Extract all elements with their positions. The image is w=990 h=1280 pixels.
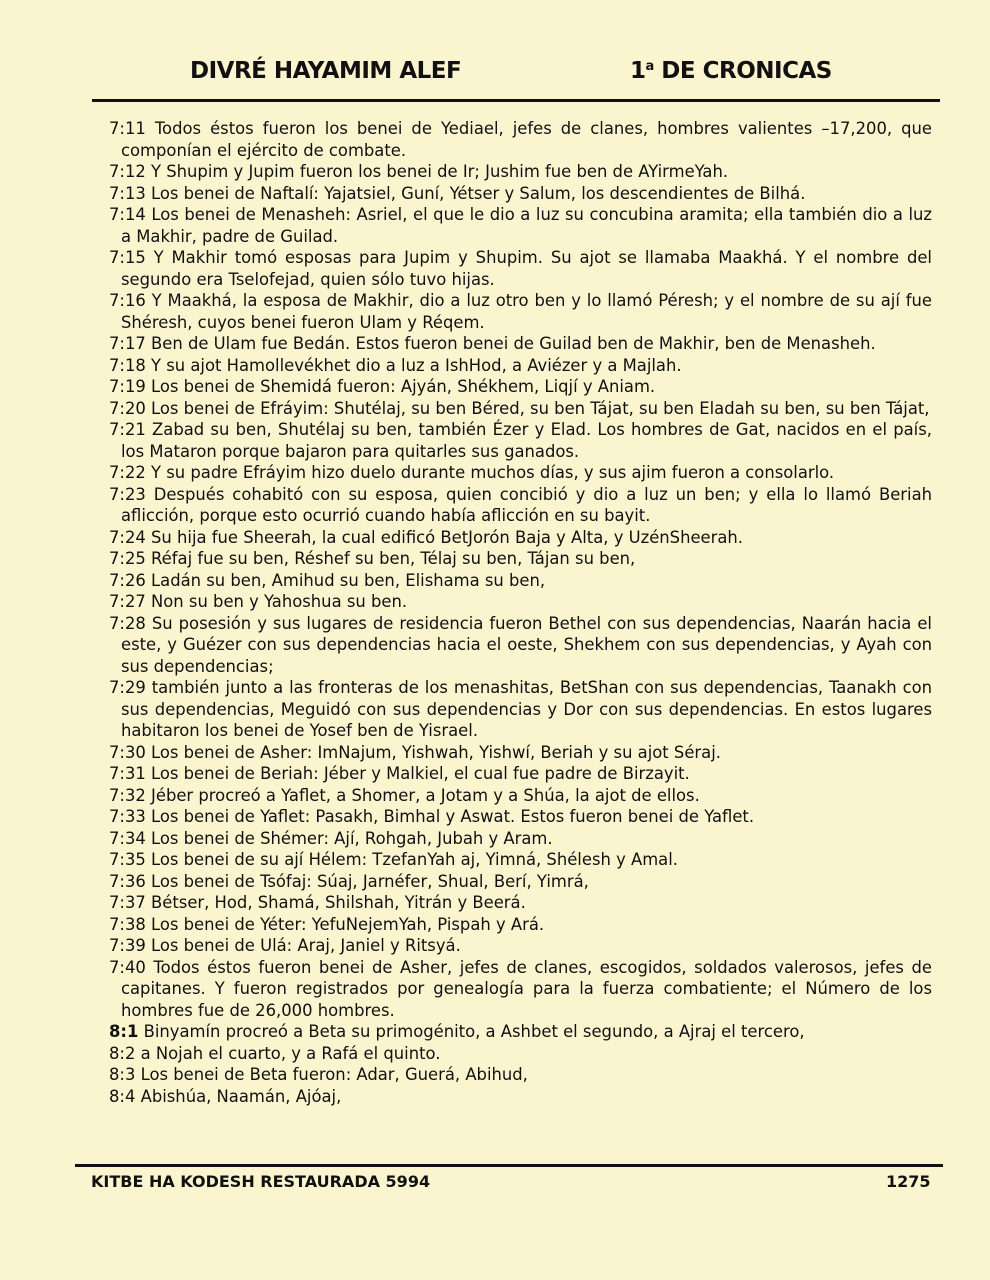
verse-text: Los benei de Beta fueron: Adar, Guerá, Abihud, [135,1065,528,1084]
page-header [0,58,990,92]
verse [109,183,932,205]
verse-text: Los benei de Ulá: Araj, Janiel y Ritsyá. [145,936,461,955]
verse-text: Bétser, Hod, Shamá, Shilshah, Yitrán y Beerá. [145,893,526,912]
verse-text: Los benei de Beriah: Jéber y Malkiel, el cual fue padre de Birzayit. [145,764,690,783]
verse-text: Los benei de Shémer: Ají, Rohgah, Jubah y Aram. [145,828,553,848]
verse-ref: 8:3 [109,1065,136,1084]
verse [109,677,932,742]
verse [109,742,932,764]
verse-ref: 7:28 [109,613,146,633]
verse-ref: 7:39 [109,936,146,955]
verse-ref: 7:31 [109,764,146,783]
verse-text: Y su ajot Hamollevékhet dio a luz a IshHod, a Aviézer y a Majlah. [145,355,682,375]
verse [109,892,932,914]
verse [109,1064,932,1086]
verse-ref: 7:29 [109,678,146,697]
verse [109,333,932,355]
verse [109,204,932,247]
verse-ref: 7:33 [109,807,146,826]
verse-ref: 7:15 [109,248,146,267]
verse [109,419,932,462]
verse-text: Non su ben y Yahoshua su ben. [145,592,408,611]
verse-text: Y Shupim y Jupim fueron los benei de Ir; Jushim fue ben de AYirmeYah. [145,162,729,181]
verse-text: Jéber procreó a Yaflet, a Shomer, a Jotam y a Shúa, la ajot de ellos. [145,785,700,805]
verse [109,247,932,290]
verse-text: Su posesión y sus lugares de residencia fueron Bethel con sus dependencias, Naarán hacia el este, y Guézer con sus dependencias hacia el oeste, Shekhem con sus dependencias, y Ayah con sus dependencias; [121,613,932,676]
verse-text: Después cohabitó con su esposa, quien concibió y dio a luz un ben; y ella lo llamó Beriah aflicción, porque esto ocurrió cuando había aflicción en su bayit. [121,484,932,525]
verse [109,527,932,549]
verse [109,849,932,871]
verse-ref: 7:17 [109,334,146,353]
verse-ref: 7:30 [109,742,146,762]
verse-text: Réfaj fue su ben, Réshef su ben, Télaj su ben, Tájan su ben, [145,549,636,568]
verse-ref: 7:22 [109,463,146,482]
verse [109,462,932,484]
verse [109,957,932,1022]
verse-ref: 7:11 [109,119,146,138]
verse-text: Los benei de Naftalí: Yajatsiel, Guní, Yétser y Salum, los descendientes de Bilhá. [145,183,806,203]
verse-text: Los benei de Tsófaj: Súaj, Jarnéfer, Shual, Berí, Yimrá, [145,871,589,891]
verse-ref: 7:19 [109,377,146,396]
verse-ref: 8:4 [109,1086,136,1106]
verse-ref: 7:23 [109,484,146,504]
verse [109,613,932,678]
verse-text: Los benei de Menasheh: Asriel, el que le dio a luz su concubina aramita; ella también dio a luz a Makhir, padre de Guilad. [121,205,932,246]
verse [109,290,932,333]
verse-text: Los benei de Yéter: YefuNejemYah, Pispah y Ará. [145,914,545,934]
verse [109,828,932,850]
verse-list [109,118,932,1107]
verse-ref: 7:35 [109,850,146,869]
verse-text: Los benei de Yaflet: Pasakh, Bimhal y Aswat. Estos fueron benei de Yaflet. [145,807,755,826]
verse-text: Binyamín procreó a Beta su primogénito, a Ashbet el segundo, a Ajraj el tercero, [138,1022,805,1041]
verse-ref: 7:12 [109,162,146,181]
verse-text: también junto a las fronteras de los menashitas, BetShan con sus dependencias, Taanakh con sus dependencias, Meguidó con sus dependencias y Dor con sus dependencias. En estos lugares habitaron los benei de Yosef ben de Yisrael. [121,678,932,740]
verse-ref: 7:40 [109,957,146,977]
verse-ref: 7:36 [109,871,146,891]
verse-text: a Nojah el cuarto, y a Rafá el quinto. [135,1043,441,1063]
verse-ref: 8:1 [109,1022,139,1041]
book-name: DE CRONICAS [653,58,832,84]
verse-text: Todos éstos fueron los benei de Yediael, jefes de clanes, hombres valientes –17,200, que componían el ejército de combate. [121,119,932,160]
verse-text: Ben de Ulam fue Bedán. Estos fueron benei de Guilad ben de Makhir, ben de Menasheh. [145,334,876,353]
verse-ref: 7:20 [109,398,146,418]
verse [109,763,932,785]
verse [109,118,932,161]
verse-text: Y Maakhá, la esposa de Makhir, dio a luz otro ben y lo llamó Péresh; y el nombre de su ají fue Shéresh, cuyos benei fueron Ulam y Réqem. [121,291,932,332]
verse [109,548,932,570]
verse [109,806,932,828]
book-number: 1 [630,58,646,84]
header-divider [92,99,940,102]
verse [109,570,932,592]
verse [109,398,932,420]
verse-ref: 7:18 [109,355,146,375]
verse [109,935,932,957]
verse [109,355,932,377]
verse-text: Zabad su ben, Shutélaj su ben, también Ézer y Elad. Los hombres de Gat, nacidos en el país, los Mataron porque bajaron para quitarles sus ganados. [121,420,932,461]
verse-text: Los benei de su ají Hélem: TzefanYah aj, Yimná, Shélesh y Amal. [145,850,678,869]
verse [109,1043,932,1065]
verse-text: Los benei de Shemidá fueron: Ajyán, Shékhem, Liqjí y Aniam. [145,377,656,396]
verse-ref: 7:26 [109,570,146,590]
verse-ref: 7:25 [109,549,146,568]
verse-ref: 7:37 [109,893,146,912]
verse [109,871,932,893]
book-number-suffix: a [645,59,654,74]
edition-title: KITBE HA KODESH RESTAURADA 5994 [91,1172,431,1191]
verse-ref: 7:34 [109,828,146,848]
verse-text: Todos éstos fueron benei de Asher, jefes de clanes, escogidos, soldados valerosos, jefes de capitanes. Y fueron registrados por genealogía para la fuerza combatiente; el Número de los hombres fue de 26,000 hombres. [121,957,932,1020]
verse-text: Su hija fue Sheerah, la cual edificó BetJorón Baja y Alta, y UzénSheerah. [145,527,744,547]
verse [109,785,932,807]
verse-text: Y su padre Efráyim hizo duelo durante muchos días, y sus ajim fueron a consolarlo. [145,463,835,482]
verse-ref: 7:21 [109,420,146,439]
verse-ref: 8:2 [109,1043,136,1063]
verse-text: Ladán su ben, Amihud su ben, Elishama su ben, [145,570,546,590]
verse [109,1086,932,1108]
verse-ref: 7:16 [109,291,146,310]
verse [109,591,932,613]
verse-ref: 7:38 [109,914,146,934]
verse-text: Los benei de Asher: ImNajum, Yishwah, Yishwí, Beriah y su ajot Séraj. [145,742,721,762]
verse-ref: 7:13 [109,183,146,203]
page-number: 1275 [886,1172,931,1191]
verse [109,914,932,936]
verse [109,1021,932,1043]
verse [109,161,932,183]
verse-text: Los benei de Efráyim: Shutélaj, su ben Béred, su ben Tájat, su ben Eladah su ben, su ben Tájat, [145,398,930,418]
verse-ref: 7:32 [109,785,146,805]
book-title: DIVRÉ HAYAMIM ALEF [190,58,462,84]
verse [109,484,932,527]
verse-ref: 7:24 [109,527,146,547]
verse-ref: 7:27 [109,592,146,611]
book-name-heading [630,58,832,84]
verse-ref: 7:14 [109,205,146,224]
verse-text: Abishúa, Naamán, Ajóaj, [135,1086,342,1106]
verse [109,376,932,398]
verse-text: Y Makhir tomó esposas para Jupim y Shupim. Su ajot se llamaba Maakhá. Y el nombre del segundo era Tselofejad, quien sólo tuvo hijas. [121,248,932,289]
footer-divider [75,1164,943,1167]
